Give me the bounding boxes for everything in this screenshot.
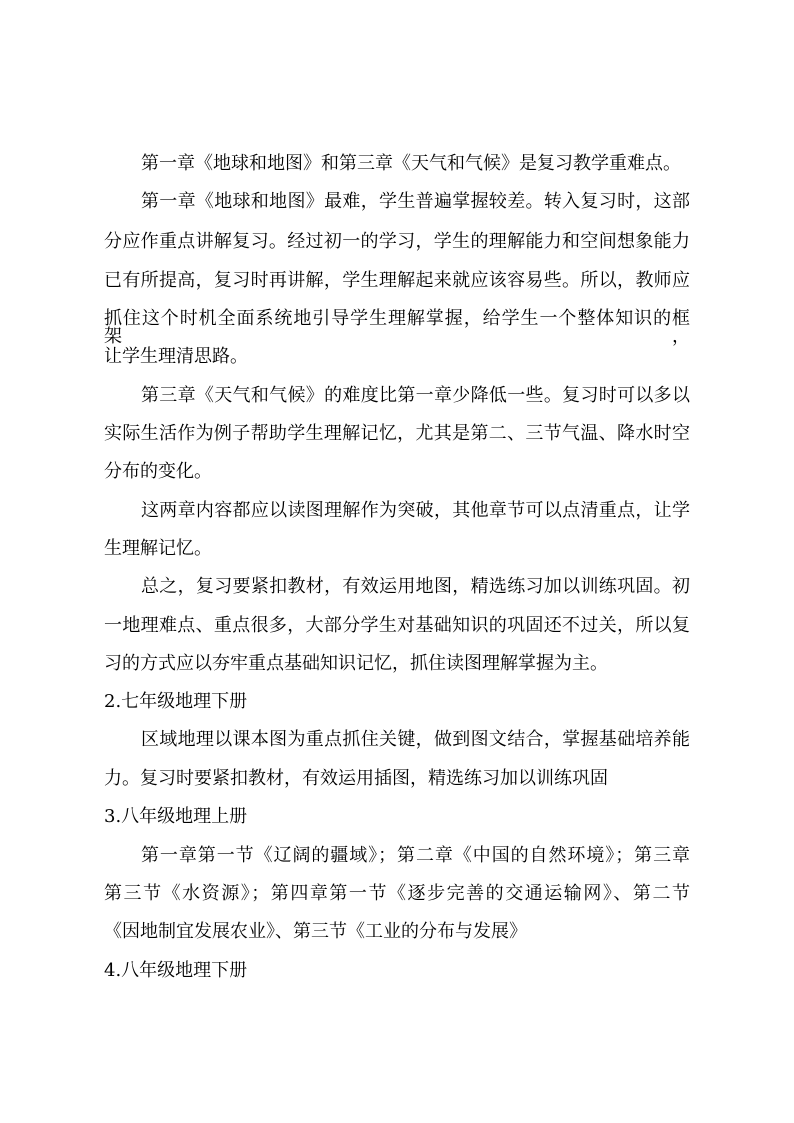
- paragraph-2-line-5: 让学生理清思路。: [104, 346, 248, 367]
- section-heading-grade8-lower: 4.八年级地理下册: [104, 960, 248, 981]
- section-heading-grade8-upper: 3.八年级地理上册: [104, 806, 248, 827]
- paragraph-4-line-1: 这两章内容都应以读图理解作为突破，其他章节可以点清重点，让学: [141, 500, 690, 521]
- paragraph-4-line-2: 生理解记忆。: [104, 538, 212, 559]
- section-heading-grade7-lower: 2.七年级地理下册: [104, 691, 248, 712]
- paragraph-2-line-3: 已有所提高，复习时再讲解，学生理解起来就应该容易些。所以，教师应: [104, 270, 690, 291]
- paragraph-1-line-1: 第一章《地球和地图》和第三章《天气和气候》是复习教学重难点。: [141, 153, 681, 174]
- paragraph-7-line-2: 力。复习时要紧扣教材，有效运用插图，精选练习加以训练巩固: [104, 768, 608, 789]
- paragraph-3-line-3: 分布的变化。: [104, 461, 212, 482]
- paragraph-9-line-1: 第一章第一节《辽阔的疆域》；第二章《中国的自然环境》；第三章: [141, 845, 690, 866]
- paragraph-2-line-4: 抓住这个时机全面系统地引导学生理解掌握，给学生一个整体知识的框架，: [104, 308, 690, 347]
- paragraph-5-line-2: 一地理难点、重点很多，大部分学生对基础知识的巩固还不过关，所以复: [104, 615, 690, 636]
- paragraph-2-line-1: 第一章《地球和地图》最难，学生普遍掌握较差。转入复习时，这部: [141, 191, 690, 212]
- paragraph-9-line-3: 《因地制宜发展农业》、第三节《工业的分布与发展》: [104, 921, 527, 942]
- paragraph-2-line-2: 分应作重点讲解复习。经过初一的学习，学生的理解能力和空间想象能力: [104, 231, 690, 252]
- paragraph-7-line-1: 区域地理以课本图为重点抓住关键，做到图文结合，掌握基础培养能: [141, 729, 690, 750]
- paragraph-5-line-1: 总之，复习要紧扣教材，有效运用地图，精选练习加以训练巩固。初: [141, 576, 690, 597]
- paragraph-5-line-3: 习的方式应以夯牢重点基础知识记忆，抓住读图理解掌握为主。: [104, 653, 608, 674]
- paragraph-9-line-2: 第三节《水资源》；第四章第一节《逐步完善的交通运输网》、第二节: [104, 883, 690, 904]
- paragraph-3-line-1: 第三章《天气和气候》的难度比第一章少降低一些。复习时可以多以: [141, 385, 690, 406]
- paragraph-3-line-2: 实际生活作为例子帮助学生理解记忆，尤其是第二、三节气温、降水时空: [104, 423, 690, 444]
